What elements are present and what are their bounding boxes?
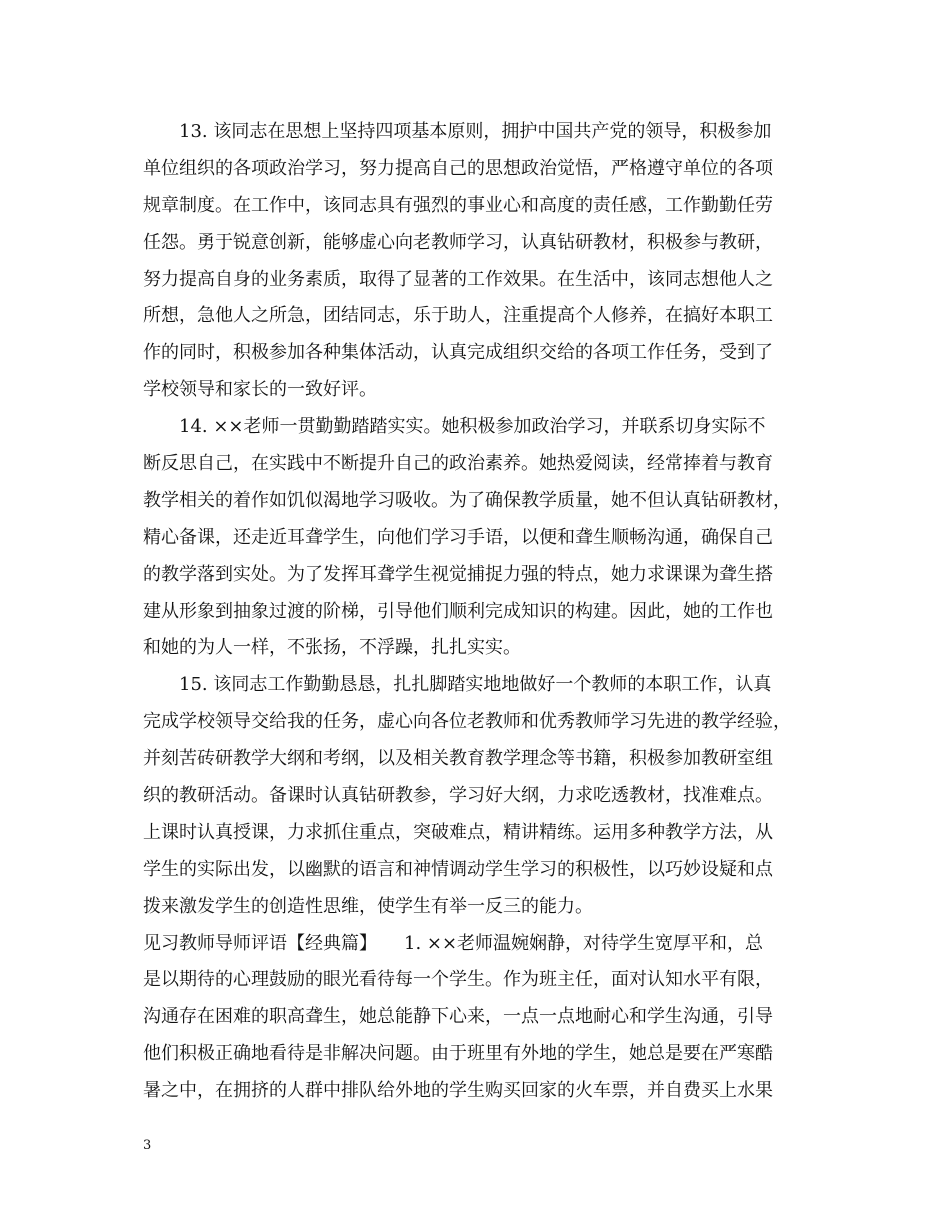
text-line: 完成学校领导交给我的任务，虚心向各位老教师和优秀教师学习先进的教学经验，	[143, 711, 791, 733]
text-line: 暑之中，在拥挤的人群中排队给外地的学生购买回家的火车票，并自费买上水果	[143, 1080, 773, 1102]
text-line: 拨来激发学生的创造性思维，使学生有举一反三的能力。	[143, 895, 593, 917]
text-line: 作的同时，积极参加各种集体活动，认真完成组织交给的各项工作任务，受到了	[143, 342, 773, 364]
text-line: 和她的为人一样，不张扬，不浮躁，扎扎实实。	[143, 637, 521, 659]
text-line: 精心备课，还走近耳聋学生，向他们学习手语，以便和聋生顺畅沟通，确保自己	[143, 526, 773, 548]
text-line: 他们积极正确地看待是非解决问题。由于班里有外地的学生，她总是要在严寒酷	[143, 1043, 773, 1065]
text-line: 的教学落到实处。为了发挥耳聋学生视觉捕捉力强的特点，她力求课课为聋生搭	[143, 563, 773, 585]
text-line: 学校领导和家长的一致好评。	[143, 379, 377, 401]
text-line: 断反思自己，在实践中不断提升自己的政治素养。她热爱阅读，经常捧着与教育	[143, 453, 773, 475]
text-line: 14. ××老师一贯勤勤踏踏实实。她积极参加政治学习，并联系切身实际不	[179, 416, 766, 438]
text-line: 上课时认真授课，力求抓住重点，突破难点，精讲精练。运用多种教学方法，从	[143, 821, 773, 843]
text-line: 见习教师导师评语【经典篇】 1. ××老师温婉娴静，对待学生宽厚平和，总	[143, 932, 764, 954]
page-number: 3	[143, 1138, 152, 1153]
text-line: 织的教研活动。备课时认真钻研教参，学习好大纲，力求吃透教材，找准难点。	[143, 785, 773, 807]
text-line: 学生的实际出发，以幽默的语言和神情调动学生学习的积极性，以巧妙设疑和点	[143, 858, 773, 880]
text-line: 努力提高自身的业务素质，取得了显著的工作效果。在生活中，该同志想他人之	[143, 268, 773, 290]
text-line: 沟通存在困难的职高聋生，她总能静下心来，一点一点地耐心和学生沟通，引导	[143, 1006, 773, 1028]
text-line: 任怨。勇于锐意创新，能够虚心向老教师学习，认真钻研教材，积极参与教研，	[143, 231, 773, 253]
text-line: 是以期待的心理鼓励的眼光看待每一个学生。作为班主任，面对认知水平有限，	[143, 969, 773, 991]
text-line: 15. 该同志工作勤勤恳恳，扎扎脚踏实地地做好一个教师的本职工作，认真	[179, 674, 772, 696]
document-body	[143, 114, 823, 1110]
text-line: 教学相关的着作如饥似渴地学习吸收。为了确保教学质量，她不但认真钻研教材，	[143, 489, 791, 511]
text-line: 单位组织的各项政治学习，努力提高自己的思想政治觉悟，严格遵守单位的各项	[143, 157, 773, 179]
text-line: 13. 该同志在思想上坚持四项基本原则，拥护中国共产党的领导，积极参加	[179, 121, 772, 142]
text-line: 规章制度。在工作中，该同志具有强烈的事业心和高度的责任感，工作勤勤任劳	[143, 194, 773, 216]
text-line: 并刻苦砖研教学大纲和考纲，以及相关教育教学理念等书籍，积极参加教研室组	[143, 748, 773, 770]
text-line: 所想，急他人之所急，团结同志，乐于助人，注重提高个人修养，在搞好本职工	[143, 305, 773, 327]
text-line: 建从形象到抽象过渡的阶梯，引导他们顺利完成知识的构建。因此，她的工作也	[143, 600, 773, 622]
